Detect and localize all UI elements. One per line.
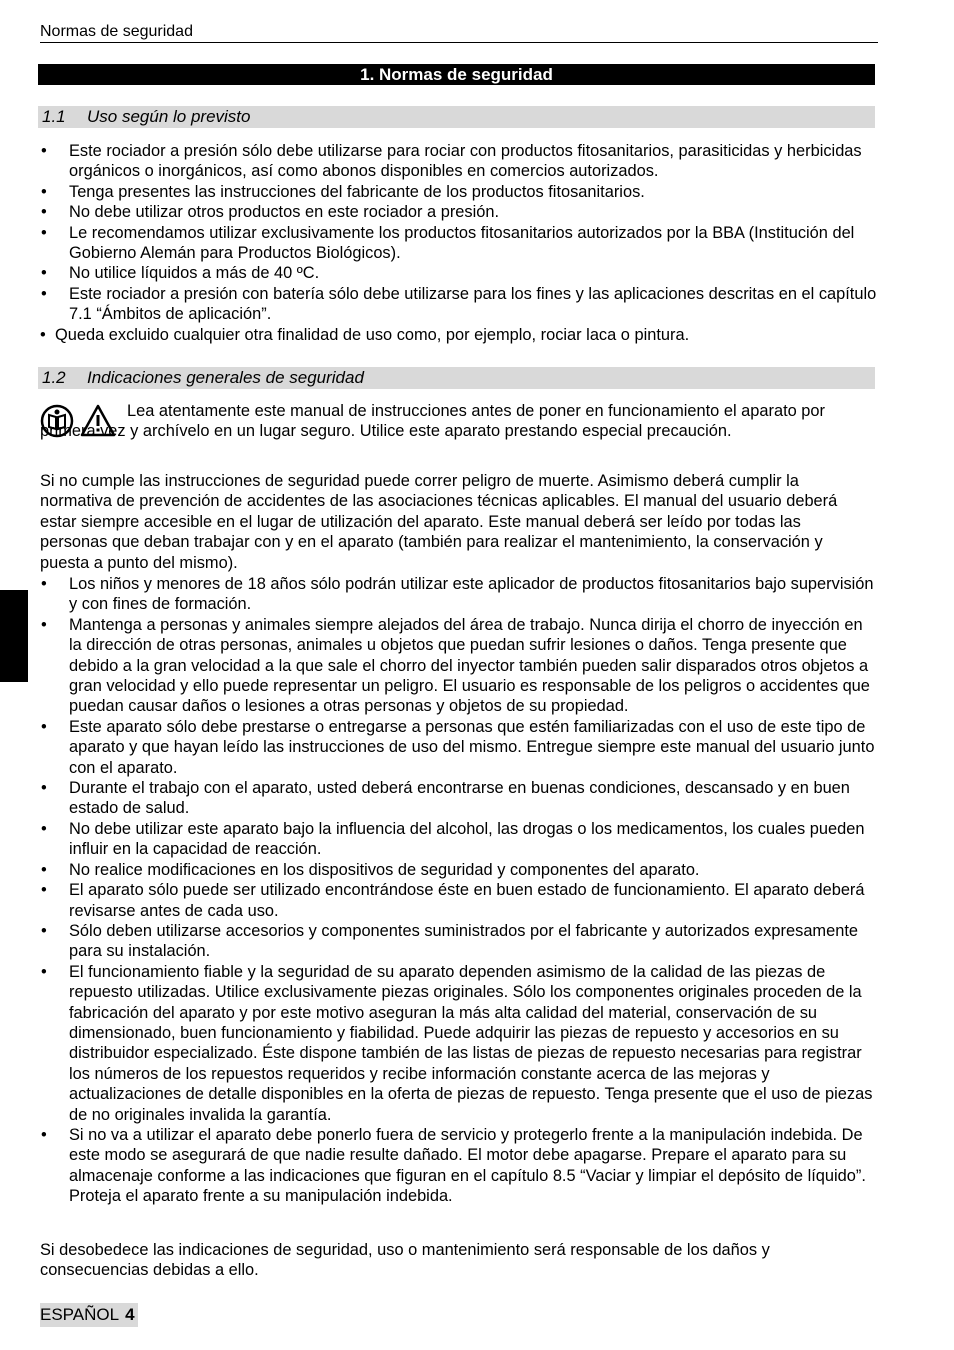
- section-heading-1-1: [38, 106, 875, 128]
- running-header: Normas de seguridad: [40, 22, 878, 43]
- section-number: 1.1: [42, 107, 66, 126]
- chapter-tab-marker: [0, 590, 28, 682]
- section-title: Uso según lo previsto: [87, 107, 251, 126]
- list-item: • Durante el trabajo con el aparato, usted deberá encontrarse en buenas condiciones, descansado y en buen estado de salud.: [41, 779, 850, 818]
- section-1-2-list: [40, 574, 878, 1207]
- list-item: • Le recomendamos utilizar exclusivamente los productos fitosanitarios autorizados por la BBA (Institución del Gobierno Alemán para Productos Biológicos).: [41, 223, 855, 263]
- safety-paragraph: Si no cumple las instrucciones de seguridad puede correr peligro de muerte. Asimismo deberá cumplir la normativa de prevención de accidentes de las asociaciones técnicas aplicables. El manual del usuario deberá estar siempre accesible en el lugar de utilización del aparato. Este manual deberá ser leído por todas las personas que deban trabajar con y en el aparato (también para realizar el mantenimiento, la conservación y puesta a punto del mismo).: [40, 472, 838, 572]
- section-heading-1-2: [38, 367, 875, 389]
- closing-paragraph: Si desobedece las indicaciones de seguridad, uso o mantenimiento será responsable de los daños y consecuencias debidas a ello.: [40, 1241, 770, 1280]
- list-item: • El aparato sólo puede ser utilizado encontrándose éste en buen estado de funcionamiento. El aparato deberá revisarse antes de cada uso.: [41, 881, 865, 920]
- list-item: • Queda excluido cualquier otra finalidad de uso como, por ejemplo, rociar laca o pintura.: [40, 325, 690, 344]
- list-item: • No debe utilizar otros productos en este rociador a presión.: [41, 203, 500, 222]
- chapter-title: 1. Normas de seguridad: [38, 64, 875, 85]
- page-number: 4: [125, 1305, 135, 1324]
- list-item: • No realice modificaciones en los dispositivos de seguridad y componentes del aparato.: [41, 860, 700, 879]
- list-item: • Tenga presentes las instrucciones del fabricante de los productos fitosanitarios.: [41, 182, 645, 201]
- list-item: • Este rociador a presión sólo debe utilizarse para rociar con productos fitosanitarios, parasiticidas y herbicidas orgánicos o inorgánicos, así como abonos disponibles en comercios autorizados.: [41, 142, 862, 181]
- list-item: • Si no va a utilizar el aparato debe ponerlo fuera de servicio y protegerlo frente a la manipulación indebida. De este modo se asegurará de que nadie resulte dañado. El motor debe apagarse. Prepare el aparato para su almacenaje conforme a las indicaciones que figuran en el capítulo 8.5 “Vaciar y limpiar el depósito de líquido”. Proteja el aparato frente a su manipulación indebida.: [41, 1125, 866, 1206]
- intro-paragraph: Lea atentamente este manual de instrucciones antes de poner en funcionamiento el aparato por primera vez y archívelo en un lugar seguro. Utilice este aparato prestando especial precaución.: [40, 402, 825, 441]
- list-item: • No debe utilizar este aparato bajo la influencia del alcohol, las drogas o los medicamentos, los cuales pueden influir en la capacidad de reacción.: [41, 819, 865, 859]
- list-item: • El funcionamiento fiable y la seguridad de su aparato dependen asimismo de la calidad de las piezas de repuesto utilizadas. Utilice exclusivamente piezas originales. Sólo los componentes originales proceden de la fabricación del aparato y por este motivo aseguran la más alta calidad del material, conservación de su dimensionado, buen funcionamiento y fiabilidad. Puede adquirir las piezas de repuesto y accesorios en su distribuidor especializado. Éste dispone también de las listas de piezas de repuesto necesarias para registrar los números de los repuestos requeridos y recibe información constante acerca de las mejoras y actualizaciones de detalle disponibles en la oferta de piezas de repuesto. Tenga presente que el uso de piezas de no originales invalida la garantía.: [41, 962, 873, 1124]
- section-1-1-list: [40, 141, 878, 345]
- list-item: • Mantenga a personas y animales siempre alejados del área de trabajo. Nunca dirija el chorro de inyección en la dirección de otras personas, animales u objetos que puedan sufrir lesiones o daños. Tenga presente que debido a la gran velocidad a la que sale el chorro del inyector también pueden salir disparados otros objetos a gran velocidad y ello puede representar un peligro. El usuario es responsable de los peligros o accidentes que puedan causar daños o lesiones a otras personas y objetos de su propiedad.: [41, 615, 870, 716]
- list-item: • Sólo deben utilizarse accesorios y componentes suministrados por el fabricante y autorizados expresamente para su instalación.: [41, 921, 858, 961]
- section-number: 1.2: [42, 368, 66, 387]
- list-item: • Este aparato sólo debe prestarse o entregarse a personas que estén familiarizadas con el uso de este tipo de aparato y que hayan leído las instrucciones de uso del mismo. Entregue siempre este manual del usuario junto con el aparato.: [41, 717, 875, 777]
- list-item: • Los niños y menores de 18 años sólo podrán utilizar este aplicador de productos fitosanitarios bajo supervisión y con fines de formación.: [41, 575, 874, 614]
- list-item: • Este rociador a presión con batería sólo debe utilizarse para los fines y las aplicaciones descritas en el capítulo 7.1 “Ámbitos de aplicación”.: [41, 284, 877, 324]
- page-footer: [40, 1303, 138, 1327]
- footer-language: ESPAÑOL: [40, 1305, 120, 1324]
- section-title: Indicaciones generales de seguridad: [87, 368, 364, 387]
- list-item: • No utilice líquidos a más de 40 ºC.: [41, 264, 320, 283]
